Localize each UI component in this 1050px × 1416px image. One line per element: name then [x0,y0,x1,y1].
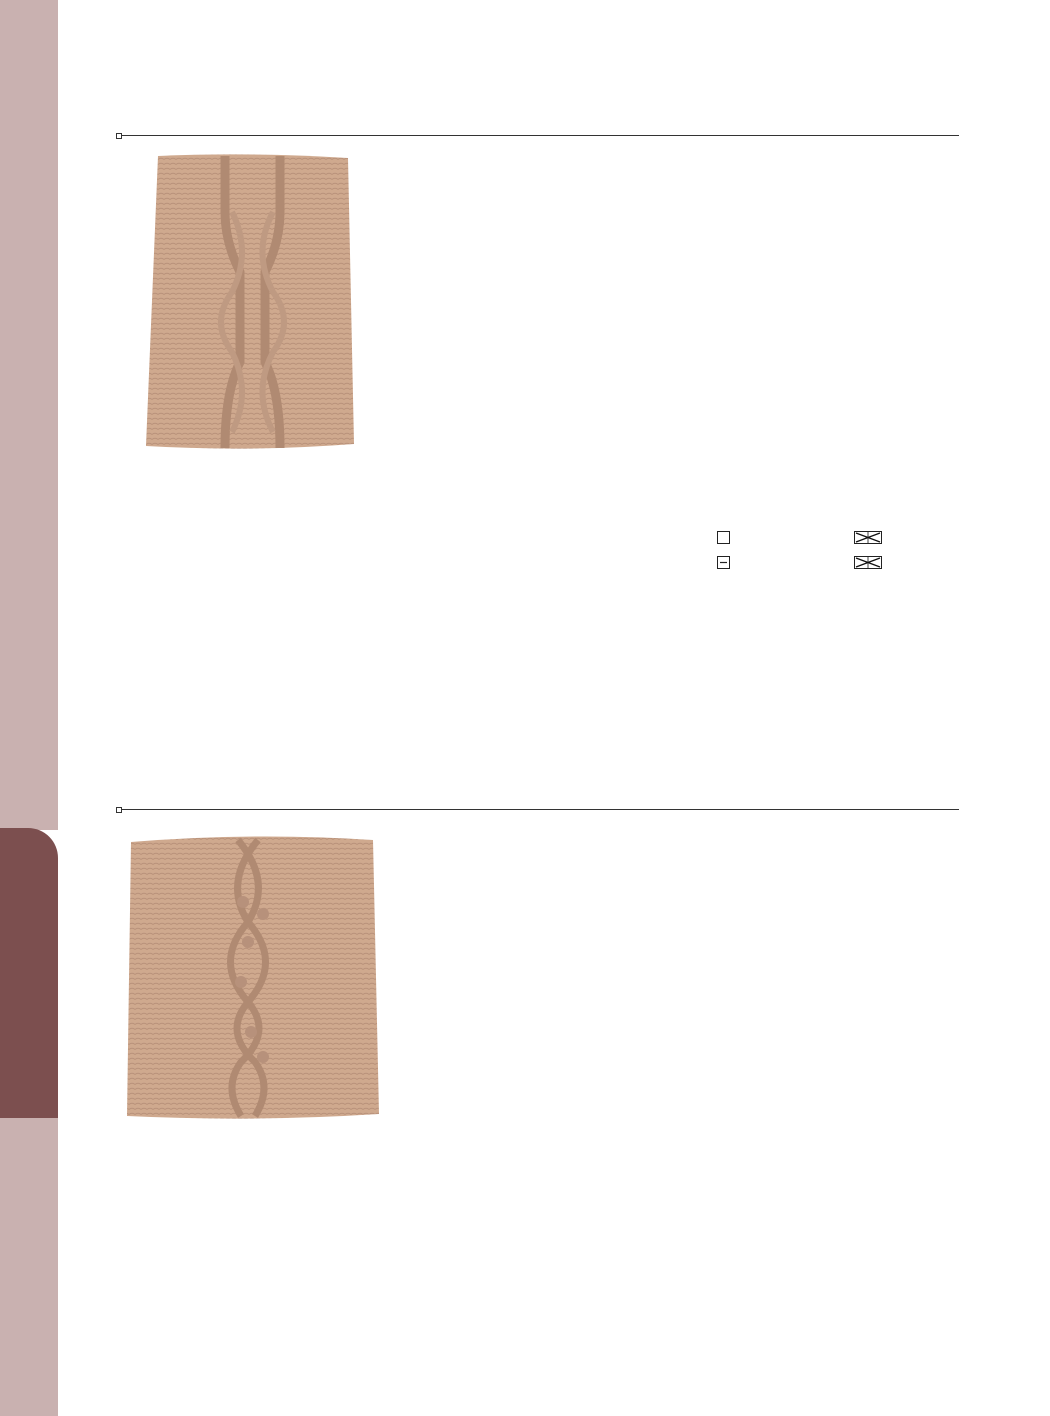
section1-swatch-photo [140,152,358,452]
section1-rule [117,135,959,136]
cable-2-1-lp-icon [854,531,882,544]
dash-square-icon [717,556,730,569]
section2-rule [117,809,959,810]
section2-legend [728,1163,968,1293]
margin-band-top [0,0,58,830]
section1-legend-item [717,531,742,544]
section2-chart [740,828,950,1128]
section1-chart [715,155,960,485]
section1-legend-item [854,556,894,569]
empty-square-icon [717,531,730,544]
chapter-tab [0,828,58,1118]
section1-legend [717,505,957,625]
section1-legend-item [854,531,894,544]
margin-band-bottom [0,1118,58,1416]
cable-2-1-ilp-icon [854,556,882,569]
section2-instructions [418,825,693,844]
section1-legend-item [717,556,742,569]
section2-swatch-photo [123,832,381,1122]
